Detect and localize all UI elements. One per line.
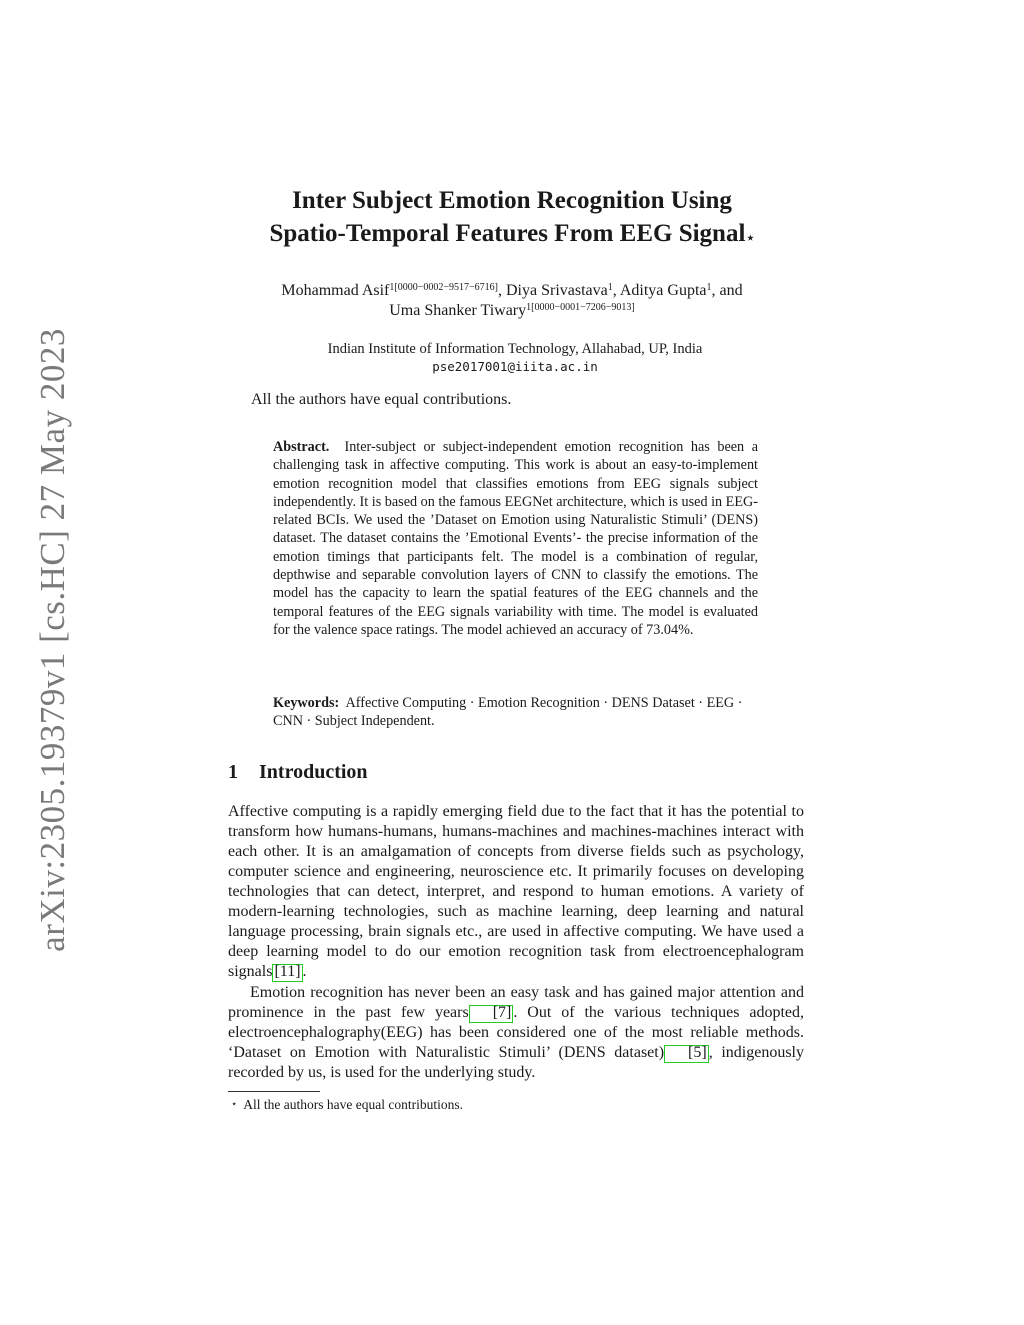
title-line-2 — [200, 217, 824, 250]
affiliation-email[interactable]: pse2017001@iiita.ac.in — [432, 359, 598, 374]
abstract-text: Inter-subject or subject-independent emotion recognition has been a challenging task in affective computing. This work is about an easy-to-implement emotion recognition model that classifies emotions from EEG signals subject independently. It is based on the famous EEGNet architecture, which is used in EEG-related BCIs. We used the ’Dataset on Emotion using Naturalistic Stimuli’ (DENS) dataset. The dataset contains the ’Emotional Events’- the precise information of the emotion timings that participants felt. The model is a combination of regular, depthwise and separable convolution layers of CNN to classify the emotions. The model has the capacity to learn the spatial features of the EEG channels and the temporal features of the EEG signals variability with time. The model is evaluated for the valence space ratings. The model achieved an accuracy of 73.04%. — [273, 439, 759, 638]
author-name: , Aditya Gupta — [612, 282, 707, 299]
author-orcid: 1[0000−0001−7206−9013] — [526, 302, 635, 313]
section-title: Introduction — [259, 761, 368, 783]
author-orcid: 1[0000−0002−9517−6716] — [389, 282, 498, 293]
paragraph-2-part-1: Emotion recognition has never been an easy task and has gained major attention and prominence in the past few years — [228, 984, 804, 1022]
keywords-label: Keywords: — [273, 695, 340, 711]
footnote — [228, 1096, 463, 1113]
footnote-divider — [228, 1091, 320, 1092]
affiliation — [200, 340, 830, 376]
title-line-1: Inter Subject Emotion Recognition Using — [292, 187, 732, 214]
author-line-2 — [200, 301, 824, 321]
author-name: , Diya Srivastava — [497, 282, 608, 299]
paragraph-1-text: Affective computing is a rapidly emerging field due to the fact that it has the potential to transform how humans-humans, humans-machines and machines-machines interact with each other. It is an amalgamation of concepts from diverse fields such as psychology, computer science and engineering, neuroscience etc. It primarily focuses on developing technologies that can detect, interpret, and respond to human emotions. A variety of modern-learning technologies, such as machine learning, deep learning and natural language processing, brain signals etc., are used in affective computing. We have used a deep learning model to do our emotion recognition task from electroencephalogram signals — [228, 803, 804, 981]
arxiv-identifier-text: arXiv:2305.19379v1 [cs.HC] 27 May 2023 — [33, 328, 72, 952]
citation-link[interactable]: [11] — [274, 963, 301, 981]
keywords-text: Affective Computing · Emotion Recognition · DENS Dataset · EEG · CNN · Subject Independent. — [273, 695, 743, 730]
author-affil-mark: 1 — [607, 282, 613, 293]
paragraph-2 — [228, 983, 804, 1083]
paragraph-2-part-2: . Out of the various techniques adopted, electroencephalography(EEG) has been considered one of the most reliable methods. ‘Dataset on Emotion with Naturalistic Stimuli’ (DENS dataset) — [228, 1004, 805, 1062]
paragraph-1 — [228, 802, 804, 982]
paper-title — [200, 184, 824, 250]
arxiv-identifier — [30, 328, 76, 952]
footnote-mark: ⋆ — [231, 1099, 238, 1110]
citation-link[interactable]: [7] — [469, 1005, 514, 1023]
section-heading — [228, 760, 368, 784]
title-footnote-mark[interactable]: ⋆ — [746, 230, 755, 245]
citation-link[interactable]: [5] — [664, 1045, 709, 1063]
author-list — [200, 281, 824, 321]
author-name: Mohammad Asif — [281, 282, 390, 299]
abstract — [273, 438, 758, 639]
paragraph-1-end: . — [302, 963, 307, 981]
author-name: Uma Shanker Tiwary — [389, 302, 527, 319]
affiliation-institute: Indian Institute of Information Technology, Allahabad, UP, India — [327, 341, 703, 357]
footnote-text: All the authors have equal contributions. — [243, 1097, 463, 1112]
author-line-1 — [200, 281, 824, 301]
title-line-2-text: Spatio-Temporal Features From EEG Signal — [269, 220, 746, 247]
author-affil-mark: 1 — [706, 282, 712, 293]
abstract-label: Abstract. — [273, 439, 330, 455]
section-number: 1 — [228, 761, 238, 783]
keywords — [273, 694, 763, 731]
paragraph-2-part-3: , indigenously recorded by us, is used for the underlying study. — [228, 1044, 804, 1082]
equal-contribution-note: All the authors have equal contributions. — [251, 391, 512, 408]
author-conjunction: , and — [711, 282, 743, 299]
